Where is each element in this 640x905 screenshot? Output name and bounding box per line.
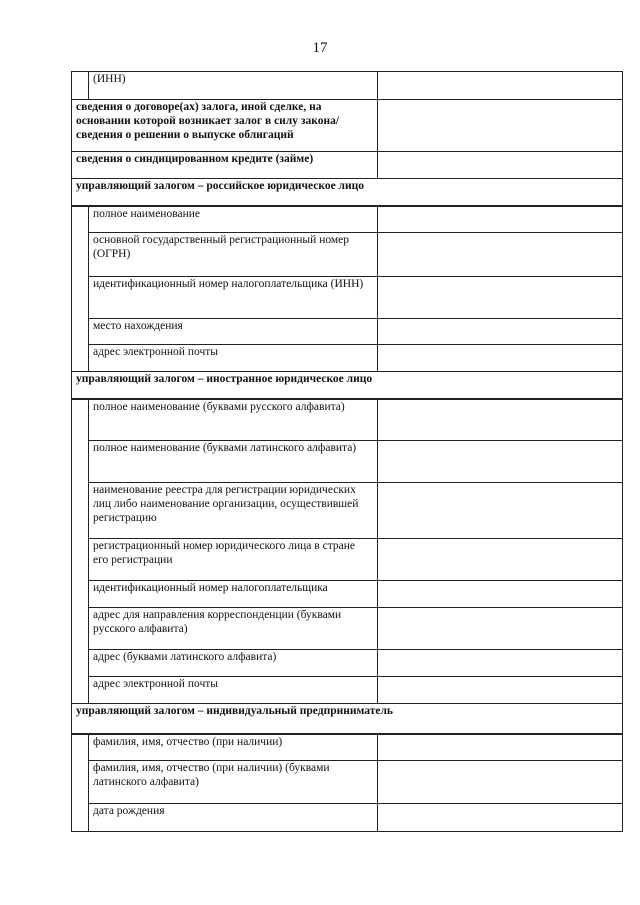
- value-cell[interactable]: [378, 539, 623, 581]
- value-cell[interactable]: [378, 734, 623, 761]
- table-row: [72, 804, 623, 832]
- value-cell[interactable]: [378, 277, 623, 319]
- section-header: управляющий залогом – российское юридическое лицо: [72, 179, 623, 206]
- row-label: регистрационный номер юридического лица в стране его регистрации: [89, 539, 378, 581]
- value-cell[interactable]: [378, 319, 623, 345]
- value-cell[interactable]: [378, 206, 623, 233]
- row-label: наименование реестра для регистрации юридических лиц либо наименование организации, осуществившей регистрацию: [89, 483, 378, 539]
- table-row: [72, 233, 623, 277]
- table-row: [72, 206, 623, 233]
- table-row: [72, 100, 623, 152]
- row-label: полное наименование (буквами латинского алфавита): [89, 441, 378, 483]
- row-label: фамилия, имя, отчество (при наличии): [89, 734, 378, 761]
- value-cell[interactable]: [378, 608, 623, 650]
- row-label: адрес (буквами латинского алфавита): [89, 650, 378, 677]
- indent-cell: [72, 734, 89, 832]
- row-label: фамилия, имя, отчество (при наличии) (буквами латинского алфавита): [89, 761, 378, 804]
- row-label: основной государственный регистрационный номер (ОГРН): [89, 233, 378, 277]
- value-cell[interactable]: [378, 152, 623, 179]
- row-label: адрес для направления корреспонденции (буквами русского алфавита): [89, 608, 378, 650]
- value-cell[interactable]: [378, 72, 623, 100]
- page-number: 17: [312, 40, 328, 56]
- indent-cell: [72, 72, 89, 100]
- table-row: [72, 761, 623, 804]
- value-cell[interactable]: [378, 650, 623, 677]
- section-label: сведения о синдицированном кредите (займе): [72, 152, 378, 179]
- value-cell[interactable]: [378, 677, 623, 704]
- row-label: адрес электронной почты: [89, 677, 378, 704]
- row-label: адрес электронной почты: [89, 345, 378, 372]
- table-row: [72, 483, 623, 539]
- section-header: управляющий залогом – иностранное юридическое лицо: [72, 372, 623, 399]
- table-row: [72, 399, 623, 441]
- row-label: (ИНН): [89, 72, 378, 100]
- section-header-row: [72, 372, 623, 399]
- table-row: [72, 319, 623, 345]
- section-header: управляющий залогом – индивидуальный предприниматель: [72, 704, 623, 734]
- value-cell[interactable]: [378, 399, 623, 441]
- form-table: [71, 71, 623, 832]
- table-row: [72, 650, 623, 677]
- table-row: [72, 277, 623, 319]
- indent-cell: [72, 206, 89, 372]
- row-label: идентификационный номер налогоплательщика: [89, 581, 378, 608]
- row-label: идентификационный номер налогоплательщика (ИНН): [89, 277, 378, 319]
- value-cell[interactable]: [378, 233, 623, 277]
- row-label: дата рождения: [89, 804, 378, 832]
- value-cell[interactable]: [378, 441, 623, 483]
- indent-cell: [72, 399, 89, 704]
- table-row: [72, 608, 623, 650]
- value-cell[interactable]: [378, 483, 623, 539]
- value-cell[interactable]: [378, 581, 623, 608]
- table-row: [72, 734, 623, 761]
- value-cell[interactable]: [378, 804, 623, 832]
- table-row: [72, 441, 623, 483]
- section-header-row: [72, 704, 623, 734]
- row-label: полное наименование: [89, 206, 378, 233]
- value-cell[interactable]: [378, 100, 623, 152]
- table-row: [72, 677, 623, 704]
- table-row: [72, 152, 623, 179]
- table-row: [72, 72, 623, 100]
- table-row: [72, 581, 623, 608]
- section-header-row: [72, 179, 623, 206]
- value-cell[interactable]: [378, 761, 623, 804]
- section-label: сведения о договоре(ах) залога, иной сделке, на основании которой возникает залог в силу закона/сведения о решении о выпуске облигаций: [72, 100, 378, 152]
- table-row: [72, 345, 623, 372]
- row-label: место нахождения: [89, 319, 378, 345]
- table-row: [72, 539, 623, 581]
- value-cell[interactable]: [378, 345, 623, 372]
- row-label: полное наименование (буквами русского алфавита): [89, 399, 378, 441]
